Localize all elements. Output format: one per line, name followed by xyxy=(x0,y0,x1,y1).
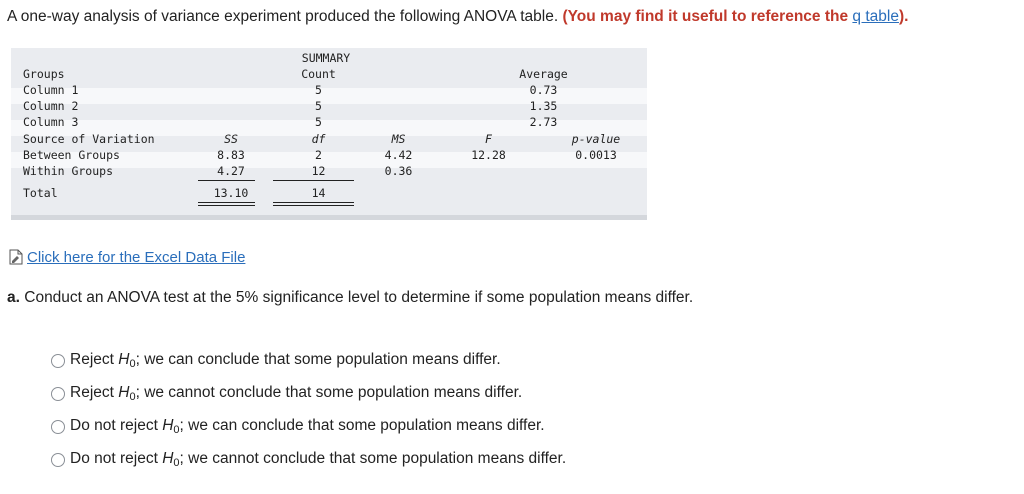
source-header: Source of Variation xyxy=(23,132,155,146)
total-ss: 13.10 xyxy=(213,186,249,200)
between-df: 2 xyxy=(315,148,322,162)
within-df: 12 xyxy=(311,164,326,178)
option-verb: Reject xyxy=(70,384,114,401)
radio-button[interactable] xyxy=(51,420,65,434)
anova-table xyxy=(11,48,647,220)
option-label xyxy=(70,351,501,370)
ms-header: MS xyxy=(391,132,406,146)
average-header: Average xyxy=(519,67,568,81)
hint-suffix: ). xyxy=(898,8,909,25)
intro-text: A one-way analysis of variance experiment produced the following ANOVA table. xyxy=(7,8,559,25)
total-rule xyxy=(198,205,255,206)
df-header: df xyxy=(311,132,326,146)
total-rule xyxy=(198,202,255,203)
within-ss: 4.27 xyxy=(217,164,245,178)
group-count: 5 xyxy=(315,99,322,113)
radio-button[interactable] xyxy=(51,453,65,467)
q-table-link[interactable]: q table xyxy=(852,8,899,25)
option-rest: ; we cannot conclude that some population means differ. xyxy=(135,384,523,401)
question-part-label: a. xyxy=(7,289,20,306)
total-label: Total xyxy=(23,186,58,200)
option-reject-cannot[interactable] xyxy=(51,377,566,410)
summary-title: SUMMARY xyxy=(301,51,351,65)
group-name: Column 3 xyxy=(23,115,79,129)
hypothesis-subscript: 0 xyxy=(129,391,136,403)
hint-prefix: (You may find it useful to reference the xyxy=(562,8,853,25)
count-header: Count xyxy=(301,67,336,81)
option-verb: Do not reject xyxy=(70,450,158,467)
radio-button[interactable] xyxy=(51,354,65,368)
hypothesis-subscript: 0 xyxy=(129,358,136,370)
groups-header: Groups xyxy=(23,67,65,81)
excel-link-row xyxy=(8,249,245,266)
hypothesis-subscript: 0 xyxy=(173,457,180,469)
table-bottom-bar xyxy=(11,215,647,220)
group-average: 1.35 xyxy=(529,99,558,113)
ss-header: SS xyxy=(224,132,238,146)
option-rest: ; we can conclude that some population means differ. xyxy=(179,417,545,434)
pvalue-header: p-value xyxy=(571,132,621,146)
option-verb: Reject xyxy=(70,351,114,368)
option-label xyxy=(70,384,522,403)
answer-options xyxy=(51,344,566,476)
option-label xyxy=(70,450,566,469)
excel-file-icon xyxy=(8,249,24,265)
between-pvalue: 0.0013 xyxy=(575,148,617,162)
between-ms: 4.42 xyxy=(384,148,413,162)
between-ss: 8.83 xyxy=(217,148,245,162)
problem-intro xyxy=(7,8,908,26)
excel-data-link[interactable]: Click here for the Excel Data File xyxy=(27,249,246,266)
subtotal-rule xyxy=(273,180,354,181)
hypothesis-symbol: H xyxy=(118,384,130,401)
radio-button[interactable] xyxy=(51,387,65,401)
total-df: 14 xyxy=(311,186,326,200)
group-count: 5 xyxy=(315,83,322,97)
subtotal-rule xyxy=(198,180,255,181)
group-name: Column 1 xyxy=(23,83,79,97)
hypothesis-symbol: H xyxy=(162,417,174,434)
question-text: Conduct an ANOVA test at the 5% significance level to determine if some population means differ. xyxy=(24,289,694,306)
hypothesis-subscript: 0 xyxy=(173,424,180,436)
group-name: Column 2 xyxy=(23,99,79,113)
within-label: Within Groups xyxy=(23,164,114,178)
f-header: F xyxy=(485,132,492,146)
option-do-not-reject-cannot[interactable] xyxy=(51,443,566,476)
between-f: 12.28 xyxy=(471,148,506,162)
group-count: 5 xyxy=(315,115,322,129)
question-a xyxy=(7,289,693,307)
q-table-hint xyxy=(562,8,908,25)
hypothesis-symbol: H xyxy=(162,450,174,467)
group-average: 2.73 xyxy=(529,115,558,129)
option-label xyxy=(70,417,545,436)
hypothesis-symbol: H xyxy=(118,351,130,368)
within-ms: 0.36 xyxy=(384,164,413,178)
option-reject-can[interactable] xyxy=(51,344,566,377)
between-label: Between Groups xyxy=(23,148,120,162)
option-rest: ; we cannot conclude that some population means differ. xyxy=(179,450,567,467)
option-rest: ; we can conclude that some population means differ. xyxy=(135,351,501,368)
total-rule xyxy=(273,205,354,206)
option-verb: Do not reject xyxy=(70,417,158,434)
group-average: 0.73 xyxy=(529,83,558,97)
total-rule xyxy=(273,202,354,203)
option-do-not-reject-can[interactable] xyxy=(51,410,566,443)
